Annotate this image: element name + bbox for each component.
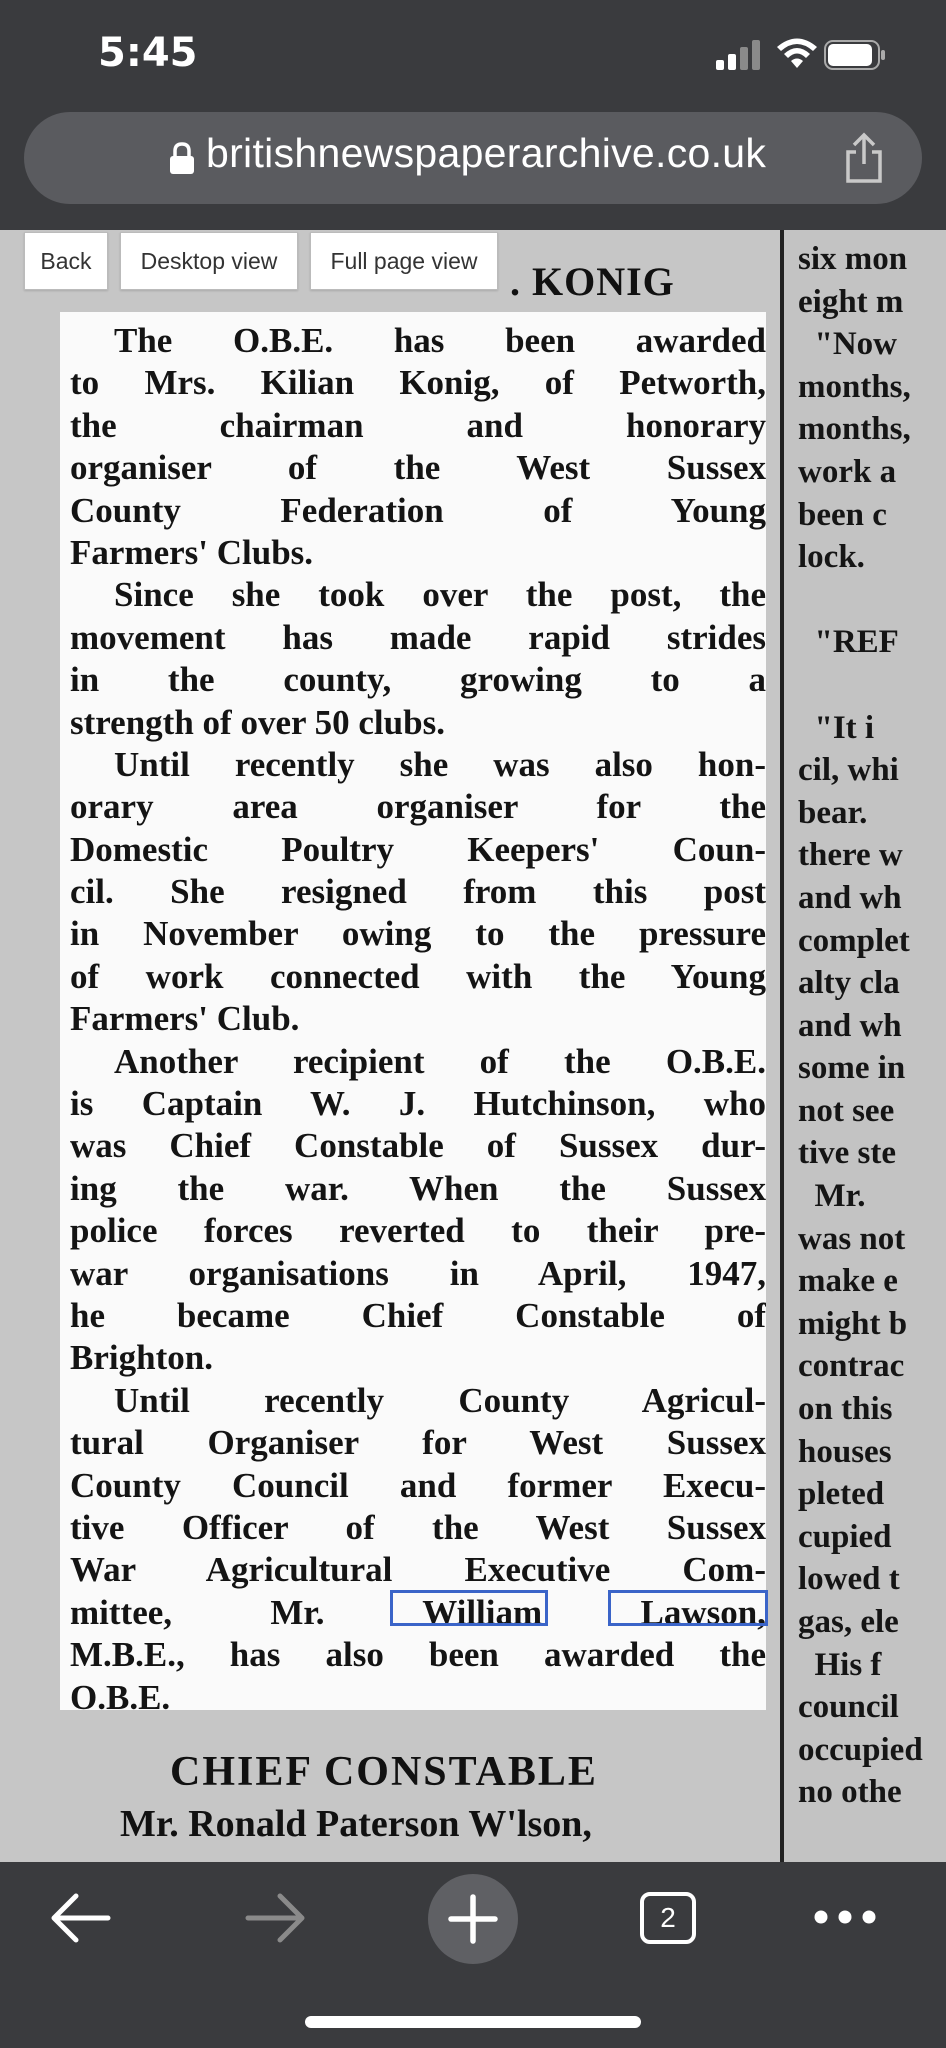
more-menu-icon[interactable] — [810, 1902, 880, 1932]
article-line: O.B.E. — [70, 1677, 171, 1717]
article-headline: . KONIG — [510, 259, 675, 304]
article-line: M.B.E., has also been awarded the — [70, 1635, 766, 1675]
article-next-line: Mr. Ronald Paterson W'lson, — [120, 1803, 592, 1845]
article-line: Domestic Poultry Keepers' Coun- — [70, 829, 766, 869]
article-line: Brighton. — [70, 1338, 213, 1378]
full-page-view-button[interactable]: Full page view — [310, 232, 498, 290]
forward-arrow-icon[interactable] — [244, 1890, 308, 1946]
article-line: War Agricultural Executive Com- — [70, 1550, 766, 1590]
search-highlight-lawson[interactable] — [608, 1590, 768, 1626]
url-text[interactable]: britishnewspaperarchive.co.uk — [206, 130, 767, 176]
status-bar — [0, 0, 946, 110]
battery-icon — [824, 40, 886, 70]
back-arrow-icon[interactable] — [48, 1890, 112, 1946]
article-line: The O.B.E. has been awarded — [114, 321, 766, 360]
article-subheading: CHIEF CONSTABLE — [170, 1749, 598, 1795]
article-line: was Chief Constable of Sussex dur- — [70, 1126, 766, 1166]
article-line: police forces reverted to their pre- — [70, 1211, 766, 1251]
article-line: tive Officer of the West Sussex — [70, 1507, 766, 1547]
article-line: to Mrs. Kilian Konig, of Petworth, — [70, 363, 766, 403]
article-line: the chairman and honorary — [70, 405, 766, 445]
article-line: Another recipient of the O.B.E. — [114, 1041, 766, 1081]
share-icon[interactable] — [842, 132, 886, 184]
lock-icon — [168, 142, 196, 176]
article-line: is Captain W. J. Hutchinson, who — [70, 1084, 766, 1124]
article-line: tural Organiser for West Sussex — [70, 1423, 766, 1463]
article-line: Farmers' Clubs. — [70, 532, 314, 572]
article-line: mittee, Mr. William Lawson, — [70, 1592, 766, 1632]
newspaper-column-right — [784, 230, 946, 1862]
article-line: ing the war. When the Sussex — [70, 1168, 766, 1208]
article-line: County Federation of Young — [70, 490, 766, 530]
tab-switcher-button[interactable]: 2 — [640, 1892, 696, 1944]
article-line: movement has made rapid strides — [70, 617, 766, 657]
article-line: Until recently she was also hon- — [114, 744, 766, 784]
search-highlight-william[interactable] — [390, 1590, 548, 1626]
home-indicator — [305, 2016, 641, 2028]
article-line: organiser of the West Sussex — [70, 448, 766, 488]
desktop-view-button[interactable]: Desktop view — [120, 232, 298, 290]
article-line: in the county, growing to a — [70, 660, 766, 700]
address-bar[interactable] — [24, 112, 922, 204]
wifi-icon — [776, 36, 818, 70]
article-body — [70, 320, 766, 1719]
newspaper-viewer[interactable] — [0, 230, 946, 1862]
article-line: Until recently County Agricul- — [114, 1380, 766, 1420]
status-time: 5:45 — [98, 30, 198, 76]
plus-icon — [443, 1889, 503, 1949]
article-line: he became Chief Constable of — [70, 1295, 766, 1335]
article-line: County Council and former Execu- — [70, 1465, 766, 1505]
cellular-signal-icon — [716, 40, 766, 70]
article-line: strength of over 50 clubs. — [70, 702, 445, 742]
article-line: war organisations in April, 1947, — [70, 1253, 766, 1293]
article-line: orary area organiser for the — [70, 787, 766, 827]
article-line: Farmers' Club. — [70, 999, 300, 1039]
article-line: cil. She resigned from this post — [70, 872, 766, 912]
article-line: in November owing to the pressure — [70, 914, 766, 954]
back-button[interactable]: Back — [24, 232, 108, 290]
article-line: of work connected with the Young — [70, 956, 766, 996]
right-column-text: six mon eight m "Now months, months, work a been c lock. "REF "It i cil, whi bear. there w and wh complet alty cla and wh some in not see tive ste Mr. was not make e might b contrac on this houses pleted cupied lowed t gas, ele His f council occupied no othe — [798, 241, 923, 1811]
article-line: Since she took over the post, the — [114, 575, 766, 615]
